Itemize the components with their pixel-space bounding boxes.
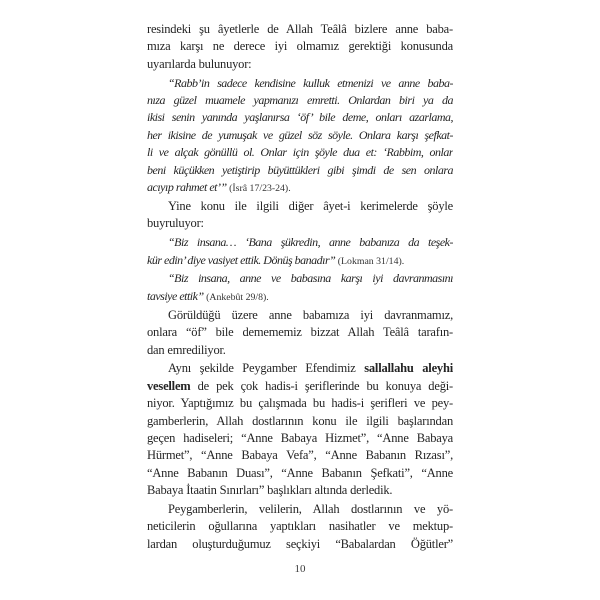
text-line: “Biz insana… ‘Bana şükredin, anne babanıza da teşek- [168,235,453,250]
salawat-text: vesellem [147,378,191,393]
verse-reference: (Ankebût 29/8). [206,291,269,303]
text-line [147,252,453,269]
body-text: Aynı şekilde Peygamber Efendimiz [168,361,356,376]
text-line: ikisi senin yanında yaşlanırsa ‘öf’ bile deme, onları azarlama, [147,110,453,125]
text-line: “Biz insana, anne ve babasına karşı iyi davranmasını [168,271,453,286]
quote-text: kür edin’ diye vasiyet ettik. Dönüş banadır” [147,252,336,267]
text-line: geçen hadiseleri; “Anne Babaya Hizmet”, “Anne Babaya [147,430,453,445]
text-line: Hürmet”, “Anne Babaya Vefa”, “Anne Babanın Rızası”, [147,448,453,463]
text-line: li ve alçak gönüllü ol. Onlar için şöyle dua et: ‘Rabbim, onlar [147,145,453,160]
paragraph-quote-isra [147,75,453,197]
text-line: buyruluyor: [147,216,204,231]
text-line: niyor. Yaptığımız bu çalışmada bu hadis-i şerifleri ve pey- [147,396,453,411]
paragraph-quote-ankebut [147,270,453,305]
paragraph-quote-lokman [147,234,453,269]
body-text: de pek çok hadis-i şeriflerinde bu konuya deği- [197,378,453,393]
text-line [147,378,453,395]
paragraph-other-verses [147,198,453,233]
text-line: resindeki şu âyetlerle de Allah Teâlâ bizlere anne baba- [147,22,453,36]
text-line: onlara “öf” bile demememiz bizzat Allah Teâlâ tarafın- [147,325,453,340]
text-line [147,360,453,377]
paragraph-fathers-advice [147,501,453,553]
text-line: gamberlerin, Allah dostlarının konu ile ilgili başlarından [147,413,453,428]
text-line: beni küçükken yetiştirip büyüttükleri gibi şimdi de sen onlara [147,162,453,177]
text-line: nıza güzel muamele yapmanızı emretti. Onlardan biri ya da [147,93,453,108]
text-line: mıza karşı ne derece iyi olmamız gerektiği konusunda [147,39,453,54]
text-line: dan emrediliyor. [147,342,226,357]
paragraph-conclusion-verses [147,307,453,359]
text-line [147,288,453,305]
text-line: Babaya İtaatin Sınırları” başlıkları altında derledik. [147,483,393,498]
quote-text: tavsiye ettik” [147,288,204,303]
text-column [147,21,453,553]
text-line: her ikisine de yumuşak ve güzel söz söyle. Onlara karşı şefkat- [147,127,453,142]
salawat-text: sallallahu aleyhi [364,361,453,376]
text-line [147,179,453,196]
page-number: 10 [294,563,306,575]
text-line: uyarılarda bulunuyor: [147,56,252,71]
text-line: Görüldüğü üzere anne babamıza iyi davranmamız, [168,307,453,322]
text-line: “Rabb’in sadece kendisine kulluk etmenizi ve anne baba- [168,75,453,90]
quote-text: acıyıp rahmet et’” [147,180,227,195]
text-line: lardan oluşturduğumuz seçkiyi “Babalardan Öğütler” [147,536,453,551]
text-line: “Anne Babanın Duası”, “Anne Babanın Şefkati”, “Anne [147,465,453,480]
paragraph-intro [147,21,453,73]
text-line: Yine konu ile ilgili diğer âyet-i kerimelerde şöyle [168,198,453,213]
verse-reference: (Lokman 31/14). [337,255,405,267]
paragraph-hadith-collection [147,360,453,499]
text-line: Peygamberlerin, velilerin, Allah dostlarının ve yö- [168,502,453,517]
verse-reference: (İsrâ 17/23-24). [229,183,291,195]
text-line: neticilerin oğullarına yaptıkları nasihatler ve mektup- [147,519,453,534]
